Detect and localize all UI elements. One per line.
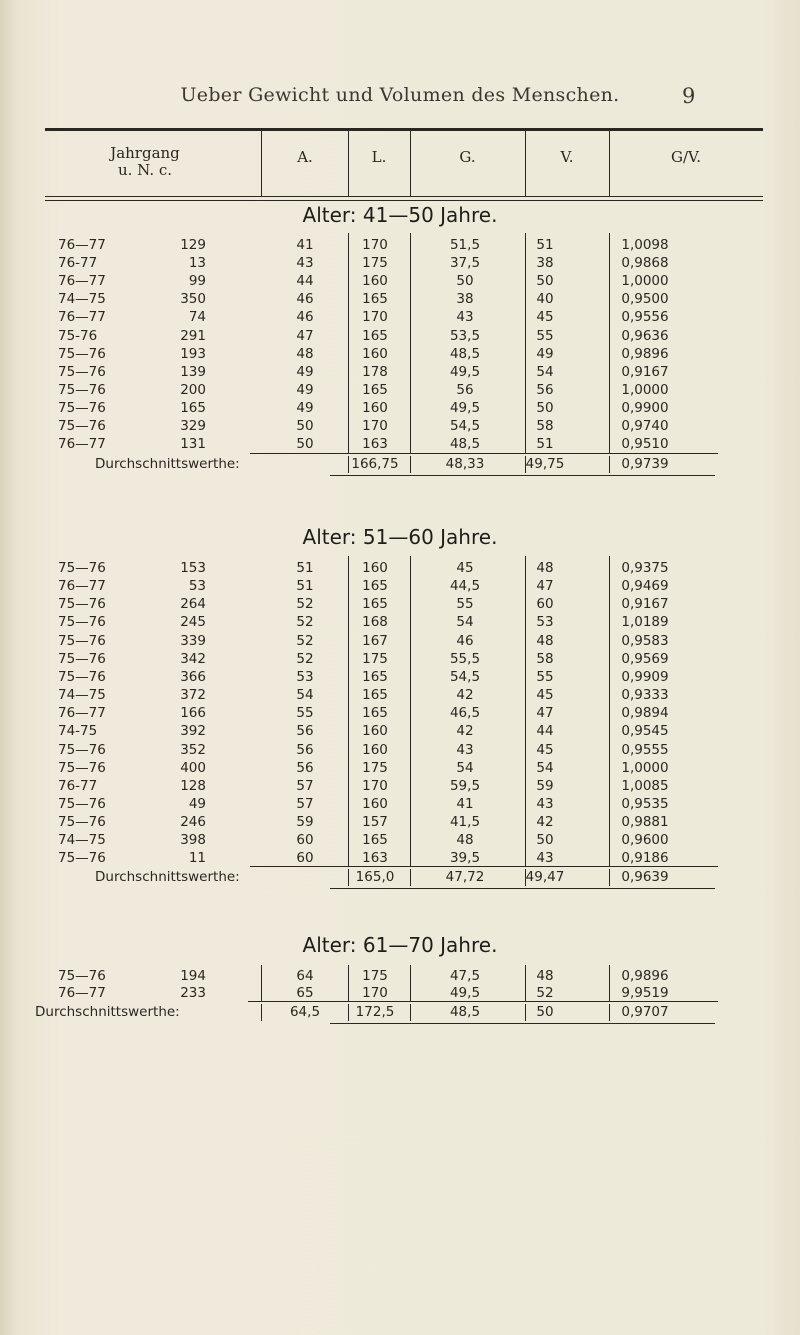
cell-nummer: 49 [188, 795, 206, 812]
average-divider [348, 456, 349, 473]
cell-nummer: 194 [180, 968, 206, 984]
cell-v: 50 [536, 273, 554, 290]
column-divider [410, 965, 411, 1001]
cell-v: 55 [536, 668, 554, 685]
average-divider [609, 1004, 610, 1021]
cell-v: 38 [536, 255, 554, 272]
cell-g: 48,5 [449, 345, 481, 362]
column-divider [525, 556, 526, 866]
cell-g: 55 [456, 596, 474, 613]
cell-gv: 0,9636 [621, 327, 669, 344]
cell-a: 43 [296, 255, 314, 272]
cell-a: 56 [296, 759, 314, 776]
section-title: Alter: 61—70 Jahre. [302, 933, 498, 957]
page-number: 9 [682, 84, 696, 108]
header-divider [410, 130, 411, 196]
cell-l: 165 [362, 596, 388, 613]
cell-l: 160 [362, 273, 388, 290]
cell-g: 49,5 [449, 363, 481, 380]
cell-gv: 0,9894 [621, 705, 669, 722]
cell-jahrgang: 76—77 [58, 309, 106, 326]
average-label: Durchschnittswerthe: [95, 869, 240, 885]
cell-gv: 0,9881 [621, 814, 669, 831]
cell-gv: 0,9896 [621, 345, 669, 362]
cell-v: 49 [536, 345, 554, 362]
cell-gv: 0,9333 [621, 687, 669, 704]
cell-nummer: 74 [188, 309, 206, 326]
cell-g: 54 [456, 614, 474, 631]
cell-jahrgang: 75—76 [58, 560, 106, 576]
cell-jahrgang: 76—77 [58, 436, 106, 453]
cell-jahrgang: 75—76 [58, 741, 106, 758]
cell-nummer: 342 [180, 650, 206, 667]
cell-jahrgang: 76-77 [58, 255, 98, 272]
cell-v: 51 [536, 237, 554, 253]
cell-jahrgang: 75—76 [58, 381, 106, 398]
header-divider [525, 130, 526, 196]
cell-g: 46 [456, 632, 474, 649]
average-underline [330, 475, 715, 476]
cell-jahrgang: 74—75 [58, 687, 106, 704]
cell-nummer: 350 [180, 291, 206, 308]
cell-a: 48 [296, 345, 314, 362]
average-label: Durchschnittswerthe: [35, 1004, 180, 1020]
table-top-rule [45, 128, 763, 131]
cell-v: 42 [536, 814, 554, 831]
cell-a: 52 [296, 596, 314, 613]
column-divider [525, 965, 526, 1001]
average-underline [330, 888, 715, 889]
cell-gv: 0,9167 [621, 363, 669, 380]
cell-nummer: 233 [180, 985, 206, 1001]
cell-g: 37,5 [449, 255, 481, 272]
average-divider [609, 456, 610, 473]
cell-nummer: 398 [180, 832, 206, 849]
column-divider [261, 965, 262, 1001]
col-header-gv: G/V. [670, 148, 701, 166]
cell-g: 43 [456, 741, 474, 758]
cell-nummer: 400 [180, 759, 206, 776]
cell-l: 170 [362, 309, 388, 326]
cell-g: 41,5 [449, 814, 481, 831]
cell-l: 170 [362, 985, 388, 1001]
cell-v: 44 [536, 723, 554, 740]
average-rule [250, 453, 718, 454]
average-l: 166,75 [351, 456, 399, 472]
column-divider [609, 556, 610, 866]
cell-l: 170 [362, 418, 388, 434]
cell-jahrgang: 75—76 [58, 363, 106, 380]
cell-gv: 0,9167 [621, 596, 669, 613]
cell-gv: 0,9900 [621, 399, 669, 416]
cell-gv: 1,0000 [621, 759, 669, 776]
cell-a: 57 [296, 795, 314, 812]
average-divider [410, 869, 411, 886]
cell-jahrgang: 75—76 [58, 850, 106, 867]
cell-nummer: 11 [188, 850, 206, 867]
average-l: 172,5 [355, 1004, 395, 1020]
cell-l: 165 [362, 705, 388, 722]
average-g: 48,33 [445, 456, 485, 472]
column-divider [410, 233, 411, 453]
average-rule [250, 866, 718, 867]
section-title: Alter: 41—50 Jahre. [302, 203, 498, 227]
col-header-v: V. [560, 148, 574, 166]
cell-a: 46 [296, 309, 314, 326]
average-v: 50 [536, 1004, 554, 1020]
cell-g: 59,5 [449, 777, 481, 794]
cell-a: 49 [296, 399, 314, 416]
cell-gv: 0,9556 [621, 309, 669, 326]
cell-v: 48 [536, 560, 554, 576]
header-divider [609, 130, 610, 196]
cell-gv: 1,0000 [621, 381, 669, 398]
cell-a: 52 [296, 614, 314, 631]
cell-l: 167 [362, 632, 388, 649]
cell-v: 60 [536, 596, 554, 613]
cell-nummer: 131 [180, 436, 206, 453]
column-divider [609, 233, 610, 453]
cell-nummer: 139 [180, 363, 206, 380]
cell-l: 175 [362, 650, 388, 667]
section-title: Alter: 51—60 Jahre. [302, 525, 498, 549]
cell-gv: 0,9545 [621, 723, 669, 740]
average-divider [525, 456, 526, 473]
cell-l: 165 [362, 327, 388, 344]
average-divider [410, 1004, 411, 1021]
cell-gv: 0,9868 [621, 255, 669, 272]
column-divider [348, 965, 349, 1001]
cell-v: 50 [536, 832, 554, 849]
cell-g: 46,5 [449, 705, 481, 722]
cell-g: 54,5 [449, 418, 481, 434]
cell-v: 45 [536, 687, 554, 704]
cell-a: 60 [296, 850, 314, 867]
cell-g: 42 [456, 687, 474, 704]
cell-gv: 1,0085 [621, 777, 669, 794]
cell-l: 170 [362, 237, 388, 253]
header-double-rule [45, 196, 763, 201]
cell-v: 59 [536, 777, 554, 794]
cell-gv: 0,9375 [621, 560, 669, 576]
cell-v: 54 [536, 759, 554, 776]
col-header-a: A. [297, 148, 313, 166]
column-divider [348, 556, 349, 866]
cell-l: 157 [362, 814, 388, 831]
column-divider [525, 233, 526, 453]
cell-l: 165 [362, 832, 388, 849]
cell-jahrgang: 75—76 [58, 650, 106, 667]
cell-nummer: 352 [180, 741, 206, 758]
average-v: 49,75 [525, 456, 565, 472]
cell-jahrgang: 75—76 [58, 345, 106, 362]
cell-a: 51 [296, 578, 314, 595]
cell-v: 52 [536, 985, 554, 1001]
average-divider [609, 869, 610, 886]
cell-a: 52 [296, 650, 314, 667]
average-l: 165,0 [355, 869, 395, 885]
cell-nummer: 153 [180, 560, 206, 576]
average-divider [261, 1004, 262, 1021]
cell-a: 49 [296, 363, 314, 380]
average-gv: 0,9639 [621, 869, 669, 885]
cell-gv: 0,9500 [621, 291, 669, 308]
cell-a: 56 [296, 723, 314, 740]
cell-nummer: 129 [180, 237, 206, 253]
cell-a: 64 [296, 968, 314, 984]
average-underline [330, 1023, 715, 1024]
cell-g: 39,5 [449, 850, 481, 867]
cell-gv: 1,0098 [621, 237, 669, 253]
cell-jahrgang: 75—76 [58, 632, 106, 649]
cell-a: 51 [296, 560, 314, 576]
col-header-jahrgang [45, 145, 245, 179]
cell-a: 56 [296, 741, 314, 758]
cell-a: 50 [296, 418, 314, 434]
cell-gv: 0,9510 [621, 436, 669, 453]
cell-jahrgang: 76—77 [58, 705, 106, 722]
cell-nummer: 165 [180, 399, 206, 416]
column-divider [348, 233, 349, 453]
average-gv: 0,9707 [621, 1004, 669, 1020]
cell-nummer: 128 [180, 777, 206, 794]
average-divider [410, 456, 411, 473]
cell-l: 175 [362, 255, 388, 272]
average-a: 64,5 [289, 1004, 321, 1020]
average-g: 48,5 [449, 1004, 481, 1020]
cell-jahrgang: 75—76 [58, 399, 106, 416]
cell-v: 56 [536, 381, 554, 398]
cell-nummer: 200 [180, 381, 206, 398]
average-divider [348, 1004, 349, 1021]
cell-a: 65 [296, 985, 314, 1001]
cell-jahrgang: 76—77 [58, 578, 106, 595]
cell-g: 56 [456, 381, 474, 398]
cell-nummer: 264 [180, 596, 206, 613]
cell-nummer: 193 [180, 345, 206, 362]
cell-gv: 0,9535 [621, 795, 669, 812]
cell-nummer: 372 [180, 687, 206, 704]
cell-v: 58 [536, 650, 554, 667]
col-header-jahrgang-line1: Jahrgang [110, 144, 180, 162]
cell-jahrgang: 75—76 [58, 668, 106, 685]
cell-nummer: 53 [188, 578, 206, 595]
cell-nummer: 246 [180, 814, 206, 831]
cell-g: 54,5 [449, 668, 481, 685]
cell-g: 49,5 [449, 399, 481, 416]
cell-gv: 0,9583 [621, 632, 669, 649]
cell-v: 54 [536, 363, 554, 380]
cell-l: 175 [362, 759, 388, 776]
cell-gv: 0,9740 [621, 418, 669, 434]
cell-v: 48 [536, 632, 554, 649]
cell-nummer: 392 [180, 723, 206, 740]
cell-nummer: 339 [180, 632, 206, 649]
cell-g: 54 [456, 759, 474, 776]
average-g: 47,72 [445, 869, 485, 885]
cell-a: 44 [296, 273, 314, 290]
cell-l: 178 [362, 363, 388, 380]
cell-jahrgang: 75—76 [58, 418, 106, 434]
cell-v: 51 [536, 436, 554, 453]
cell-gv: 0,9600 [621, 832, 669, 849]
running-header: Ueber Gewicht und Volumen des Menschen. [180, 84, 620, 106]
cell-l: 163 [362, 436, 388, 453]
cell-a: 49 [296, 381, 314, 398]
cell-a: 46 [296, 291, 314, 308]
cell-nummer: 366 [180, 668, 206, 685]
col-header-g: G. [459, 148, 476, 166]
cell-gv: 0,9569 [621, 650, 669, 667]
cell-a: 53 [296, 668, 314, 685]
cell-g: 48 [456, 832, 474, 849]
cell-a: 41 [296, 237, 314, 253]
header-divider [348, 130, 349, 196]
cell-nummer: 329 [180, 418, 206, 434]
cell-g: 41 [456, 795, 474, 812]
cell-l: 165 [362, 291, 388, 308]
cell-g: 48,5 [449, 436, 481, 453]
cell-l: 160 [362, 723, 388, 740]
cell-jahrgang: 74—75 [58, 832, 106, 849]
cell-v: 53 [536, 614, 554, 631]
average-divider [525, 869, 526, 886]
cell-gv: 0,9896 [621, 968, 669, 984]
cell-a: 50 [296, 436, 314, 453]
cell-jahrgang: 74—75 [58, 291, 106, 308]
cell-jahrgang: 76—77 [58, 985, 106, 1001]
cell-jahrgang: 75—76 [58, 759, 106, 776]
cell-v: 47 [536, 578, 554, 595]
average-rule [248, 1001, 718, 1002]
col-header-l: L. [371, 148, 387, 166]
cell-g: 42 [456, 723, 474, 740]
cell-l: 160 [362, 345, 388, 362]
cell-v: 47 [536, 705, 554, 722]
cell-jahrgang: 75-76 [58, 327, 98, 344]
cell-gv: 9,9519 [621, 985, 669, 1001]
cell-jahrgang: 75—76 [58, 814, 106, 831]
cell-v: 48 [536, 968, 554, 984]
cell-v: 58 [536, 418, 554, 434]
average-divider [525, 1004, 526, 1021]
cell-l: 160 [362, 741, 388, 758]
cell-a: 57 [296, 777, 314, 794]
cell-a: 54 [296, 687, 314, 704]
cell-gv: 0,9186 [621, 850, 669, 867]
cell-v: 45 [536, 741, 554, 758]
cell-g: 49,5 [449, 985, 481, 1001]
cell-l: 163 [362, 850, 388, 867]
cell-l: 175 [362, 968, 388, 984]
cell-g: 45 [456, 560, 474, 576]
cell-nummer: 245 [180, 614, 206, 631]
cell-nummer: 291 [180, 327, 206, 344]
cell-jahrgang: 76—77 [58, 273, 106, 290]
cell-a: 60 [296, 832, 314, 849]
cell-g: 38 [456, 291, 474, 308]
cell-l: 168 [362, 614, 388, 631]
cell-l: 165 [362, 687, 388, 704]
cell-nummer: 166 [180, 705, 206, 722]
cell-l: 165 [362, 578, 388, 595]
cell-a: 47 [296, 327, 314, 344]
cell-jahrgang: 75—76 [58, 596, 106, 613]
cell-jahrgang: 74-75 [58, 723, 98, 740]
cell-g: 47,5 [449, 968, 481, 984]
cell-jahrgang: 75—76 [58, 795, 106, 812]
cell-gv: 0,9555 [621, 741, 669, 758]
cell-nummer: 99 [188, 273, 206, 290]
cell-g: 44,5 [449, 578, 481, 595]
cell-v: 55 [536, 327, 554, 344]
cell-l: 160 [362, 399, 388, 416]
cell-l: 170 [362, 777, 388, 794]
cell-gv: 0,9909 [621, 668, 669, 685]
cell-l: 165 [362, 668, 388, 685]
cell-jahrgang: 76-77 [58, 777, 98, 794]
column-divider [609, 965, 610, 1001]
cell-gv: 0,9469 [621, 578, 669, 595]
cell-a: 52 [296, 632, 314, 649]
cell-l: 160 [362, 560, 388, 576]
cell-jahrgang: 75—76 [58, 614, 106, 631]
cell-g: 51,5 [449, 237, 481, 253]
cell-l: 165 [362, 381, 388, 398]
cell-a: 55 [296, 705, 314, 722]
cell-nummer: 13 [188, 255, 206, 272]
average-divider [348, 869, 349, 886]
col-header-jahrgang-line2: u. N. c. [117, 161, 173, 179]
cell-v: 43 [536, 795, 554, 812]
average-v: 49,47 [525, 869, 565, 885]
cell-v: 43 [536, 850, 554, 867]
header-divider [261, 130, 262, 196]
cell-jahrgang: 76—77 [58, 237, 106, 253]
cell-gv: 1,0000 [621, 273, 669, 290]
cell-a: 59 [296, 814, 314, 831]
cell-gv: 1,0189 [621, 614, 669, 631]
average-label: Durchschnittswerthe: [95, 456, 240, 472]
cell-g: 43 [456, 309, 474, 326]
cell-g: 50 [456, 273, 474, 290]
column-divider [410, 556, 411, 866]
cell-l: 160 [362, 795, 388, 812]
average-gv: 0,9739 [621, 456, 669, 472]
cell-g: 53,5 [449, 327, 481, 344]
cell-v: 50 [536, 399, 554, 416]
cell-g: 55,5 [449, 650, 481, 667]
cell-v: 40 [536, 291, 554, 308]
cell-jahrgang: 75—76 [58, 968, 106, 984]
cell-v: 45 [536, 309, 554, 326]
